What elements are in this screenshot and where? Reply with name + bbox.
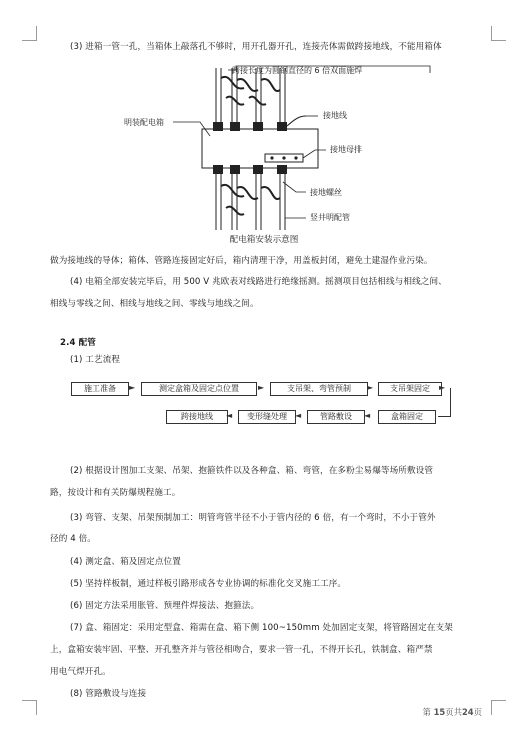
bonding-loops-top xyxy=(221,77,280,105)
crop-mark-top-right xyxy=(491,26,506,41)
flow-step: 支吊架、弯管预制 xyxy=(270,382,368,396)
flow-step: 施工准备 xyxy=(71,382,129,396)
flow-step: 管路敷设 xyxy=(307,410,365,424)
paragraph-line: 相线与零线之间、相线与地线之间、零线与地线之间。 xyxy=(50,299,259,309)
flow-step: 变形缝处理 xyxy=(238,410,296,424)
paragraph-line: (4) 电箱全部安装完毕后，用 500 V 兆欧表对线路进行绝缘摇测。摇测项目包括相线与相线之间、 xyxy=(70,277,447,287)
total-page-number: 24 xyxy=(461,707,474,717)
flow-step: 跨接地线 xyxy=(166,410,228,424)
paragraph-line: (2) 根据设计图加工支架、吊架、抱箍铁件以及各种盒、箱、弯管，在多粉尘易爆等场所敷设管 xyxy=(70,466,434,476)
current-page-number: 15 xyxy=(433,707,446,717)
flow-step: 支吊架固定 xyxy=(378,382,442,396)
label-bonding-length: 跨接长度为圆钢直径的 6 倍双面施焊 xyxy=(232,66,363,75)
label-ground-busbar: 接地母排 xyxy=(330,145,362,154)
crop-mark-bottom-left xyxy=(22,700,37,715)
paragraph-line: (8) 管路敷设与连接 xyxy=(70,689,147,699)
label-ground-bolt: 接地螺丝 xyxy=(310,188,342,197)
paragraph-line: 路，按设计和有关防爆规程施工。 xyxy=(50,488,181,498)
flow-arrow-right: ► xyxy=(367,383,374,392)
paragraph-line: (3) 弯管、支架、吊架预制加工：明管弯管半径不小于管内径的 6 倍，有一个弯时，不小于管外 xyxy=(70,513,436,523)
paragraph-line: 上，盒箱安装牢固、平整、开孔整齐并与管径相吻合，要求一管一孔，不得开长孔，铁制盒、箱严禁 xyxy=(50,645,433,655)
paragraph-line: 径的 4 倍。 xyxy=(50,534,97,544)
section-heading: 2.4 配管 xyxy=(60,338,97,348)
paragraph-line: (5) 坚持样板制，通过样板引路形成各专业协调的标准化交叉施工工序。 xyxy=(70,579,347,589)
paragraph-line: 用电气焊开孔。 xyxy=(50,667,111,677)
crop-mark-top-left xyxy=(22,26,37,41)
footer-middle: 页共 xyxy=(445,707,462,717)
paragraph-line: 做为接地线的导体；箱体、管路连接固定好后，箱内清理干净，用盖板封闭，避免土建湿作业污染。 xyxy=(50,256,433,266)
flow-connector xyxy=(450,388,451,416)
flow-step: 测定盒箱及固定点位置 xyxy=(141,382,257,396)
crop-mark-bottom-right xyxy=(491,700,506,715)
paragraph-line: (7) 盒、箱固定：采用定型盒、箱需在盒、箱下侧 100~150mm 处加固定支架，将管路固定在支架 xyxy=(70,623,453,633)
flow-arrow-left: ◄ xyxy=(295,411,302,420)
leader-lines xyxy=(173,66,430,218)
page-footer xyxy=(423,706,482,718)
label-ground-wire: 接地线 xyxy=(323,111,347,120)
flow-arrow-right: ► xyxy=(258,383,265,392)
diagram-caption: 配电箱安装示意图 xyxy=(229,235,299,245)
flow-arrow-left: ◄ xyxy=(226,411,233,420)
paragraph-line: (1) 工艺流程 xyxy=(70,355,121,365)
conduit-connectors xyxy=(213,122,287,174)
paragraph-line: (6) 固定方法采用胀管、预埋件焊接法、抱箍法。 xyxy=(70,601,260,611)
paragraph-line: (4) 测定盒、箱及固定点位置 xyxy=(70,557,181,567)
flow-step: 盒箱固定 xyxy=(378,410,436,424)
flow-arrow-right: ► xyxy=(439,383,446,392)
label-distribution-box: 明装配电箱 xyxy=(124,118,164,127)
footer-suffix: 页 xyxy=(473,707,482,717)
distribution-box-diagram xyxy=(0,58,528,238)
conduits-bottom xyxy=(216,174,285,230)
flow-connector xyxy=(438,416,451,417)
flow-arrow-left: ◄ xyxy=(364,411,371,420)
label-shaft-conduit: 竖井明配管 xyxy=(310,213,350,222)
paragraph-line: (3) 进箱一管一孔，当箱体上敲落孔不够时，用开孔器开孔，连接壳体需做跨接地线，不能用箱体 xyxy=(70,42,442,52)
footer-prefix: 第 xyxy=(422,707,431,717)
bonding-loops-bottom xyxy=(221,185,280,215)
flow-arrow-right: ► xyxy=(129,383,136,392)
